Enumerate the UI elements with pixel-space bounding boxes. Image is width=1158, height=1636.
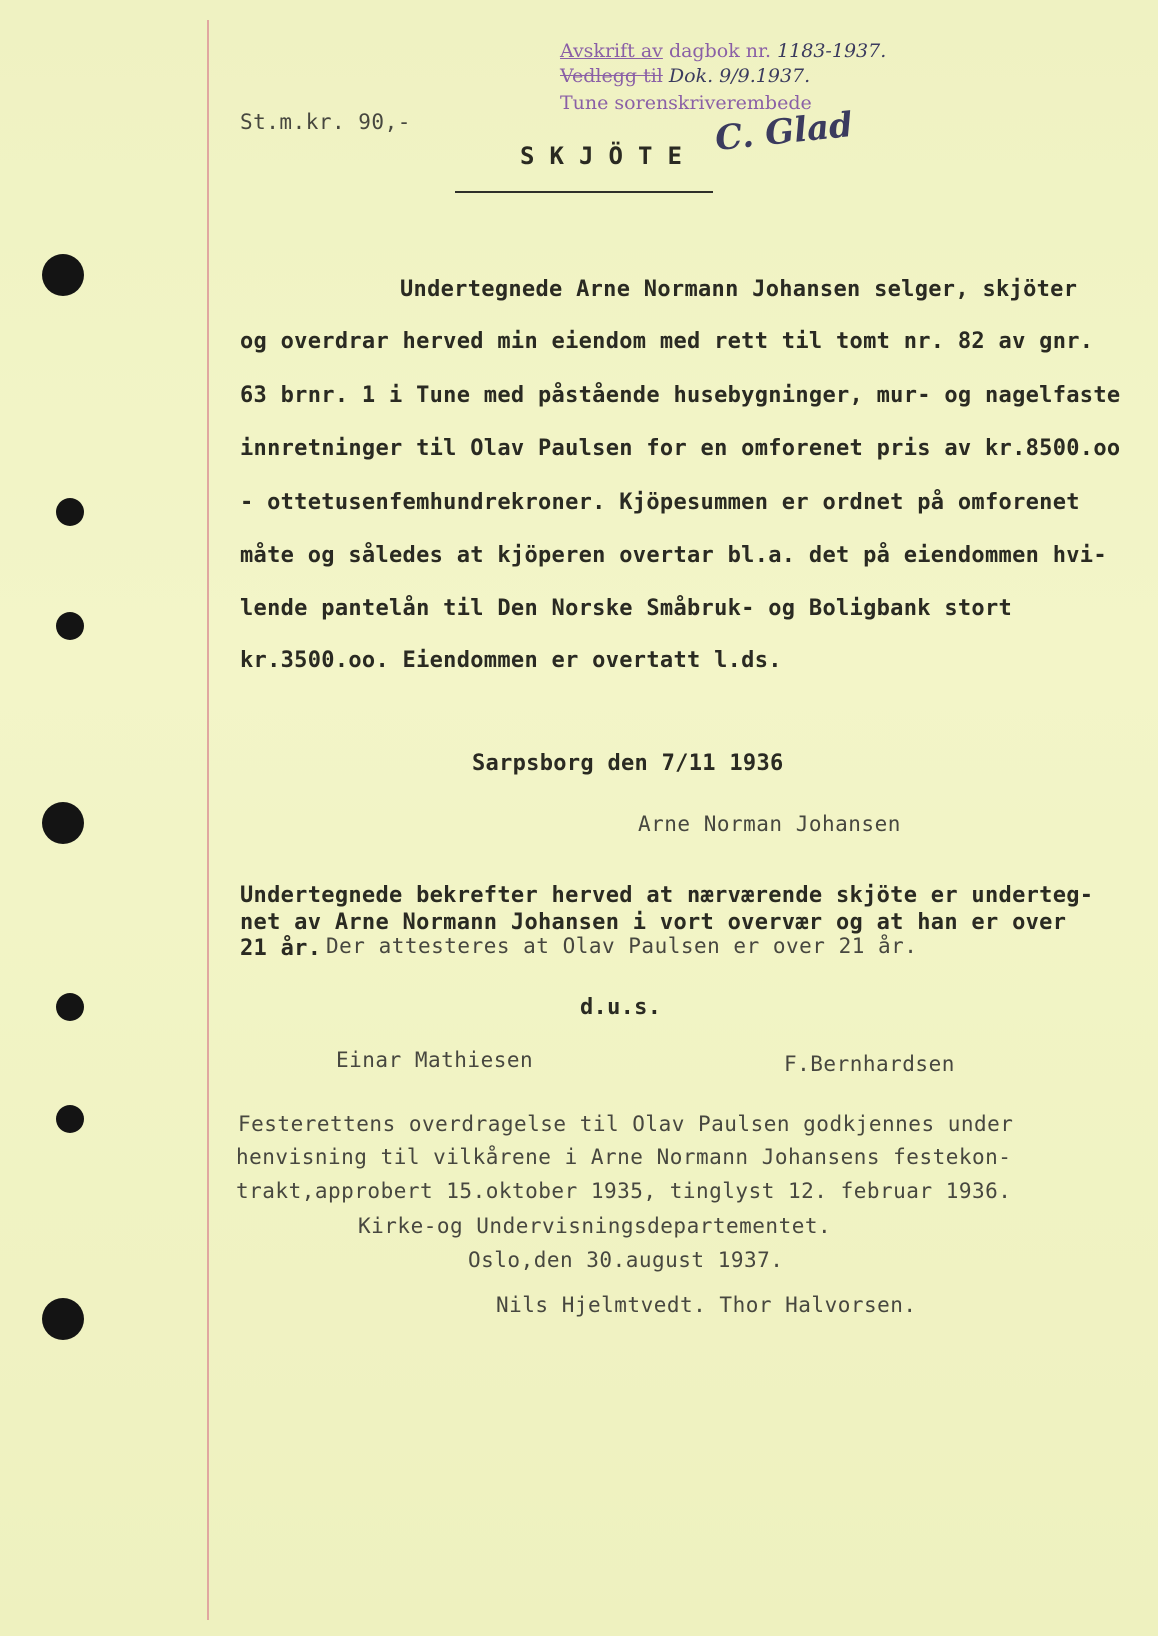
punch-hole: [42, 254, 84, 296]
deed-line: lende pantelån til Den Norske Småbruk- og Boligbank stort: [240, 596, 1013, 621]
stamp-line-2: [560, 65, 810, 87]
witness-1-signature: Einar Mathiesen: [336, 1048, 534, 1072]
dus-mark: d.u.s.: [580, 995, 662, 1020]
place-date: Sarpsborg den 7/11 1936: [472, 751, 784, 776]
punch-hole: [42, 802, 84, 844]
stamp-duty: St.m.kr. 90,-: [240, 110, 411, 134]
punch-hole: [56, 498, 84, 526]
stamp-struck-text: Vedlegg til: [560, 65, 663, 87]
deed-line: innretninger til Olav Paulsen for en omforenet pris av kr.8500.oo: [240, 436, 1121, 461]
punch-hole: [56, 1105, 84, 1133]
punch-hole: [56, 993, 84, 1021]
punch-hole: [56, 612, 84, 640]
approval-date: Oslo,den 30.august 1937.: [468, 1248, 784, 1272]
stamp-dok-date: Dok. 9/9.1937.: [668, 65, 811, 87]
title-rule: [455, 191, 713, 193]
deed-line: og overdrar herved min eiendom med rett til tomt nr. 82 av gnr.: [240, 329, 1094, 354]
stamp-line-1: [560, 40, 886, 62]
deed-line: Undertegnede Arne Normann Johansen selger, skjöter: [400, 277, 1078, 302]
document-title: S K J Ö T E: [520, 142, 683, 170]
deed-line: kr.3500.oo. Eiendommen er overtatt l.ds.: [240, 648, 782, 673]
witness-2-signature: F.Bernhardsen: [784, 1052, 955, 1076]
approval-line: trakt,approbert 15.oktober 1935, tinglyst 12. februar 1936.: [236, 1179, 1012, 1203]
deed-line: 63 brnr. 1 i Tune med påstående husebygninger, mur- og nagelfaste: [240, 383, 1121, 408]
seller-signature: Arne Norman Johansen: [638, 812, 901, 836]
witness-line: net av Arne Normann Johansen i vort overvær og at han er over: [240, 910, 1067, 935]
stamp-office: Tune sorenskriverembede: [560, 92, 812, 114]
department: Kirke-og Undervisningsdepartementet.: [358, 1214, 832, 1238]
stamp-dagbok-number: 1183-1937.: [777, 40, 887, 62]
witness-line: 21 år.: [240, 936, 322, 961]
stamp-dagbok-label: dagbok nr.: [668, 40, 772, 62]
approval-line: Festerettens overdragelse til Olav Paulsen godkjennes under: [238, 1112, 1014, 1136]
approval-line: henvisning til vilkårene i Arne Normann Johansens festekon-: [236, 1145, 1012, 1169]
deed-line: måte og således at kjöperen overtar bl.a. det på eiendommen hvi-: [240, 543, 1107, 568]
punch-hole: [42, 1298, 84, 1340]
stamp-prefix: Avskrift av: [560, 40, 663, 62]
margin-line: [207, 20, 209, 1620]
witness-addendum: Der attesteres at Olav Paulsen er over 21 år.: [326, 934, 918, 958]
approval-signers: Nils Hjelmtvedt. Thor Halvorsen.: [496, 1293, 917, 1317]
deed-line: - ottetusenfemhundrekroner. Kjöpesummen er ordnet på omforenet: [240, 490, 1080, 515]
stamp-signature: C. Glad: [713, 104, 855, 160]
witness-line: Undertegnede bekrefter herved at nærværende skjöte er underteg-: [240, 883, 1094, 908]
